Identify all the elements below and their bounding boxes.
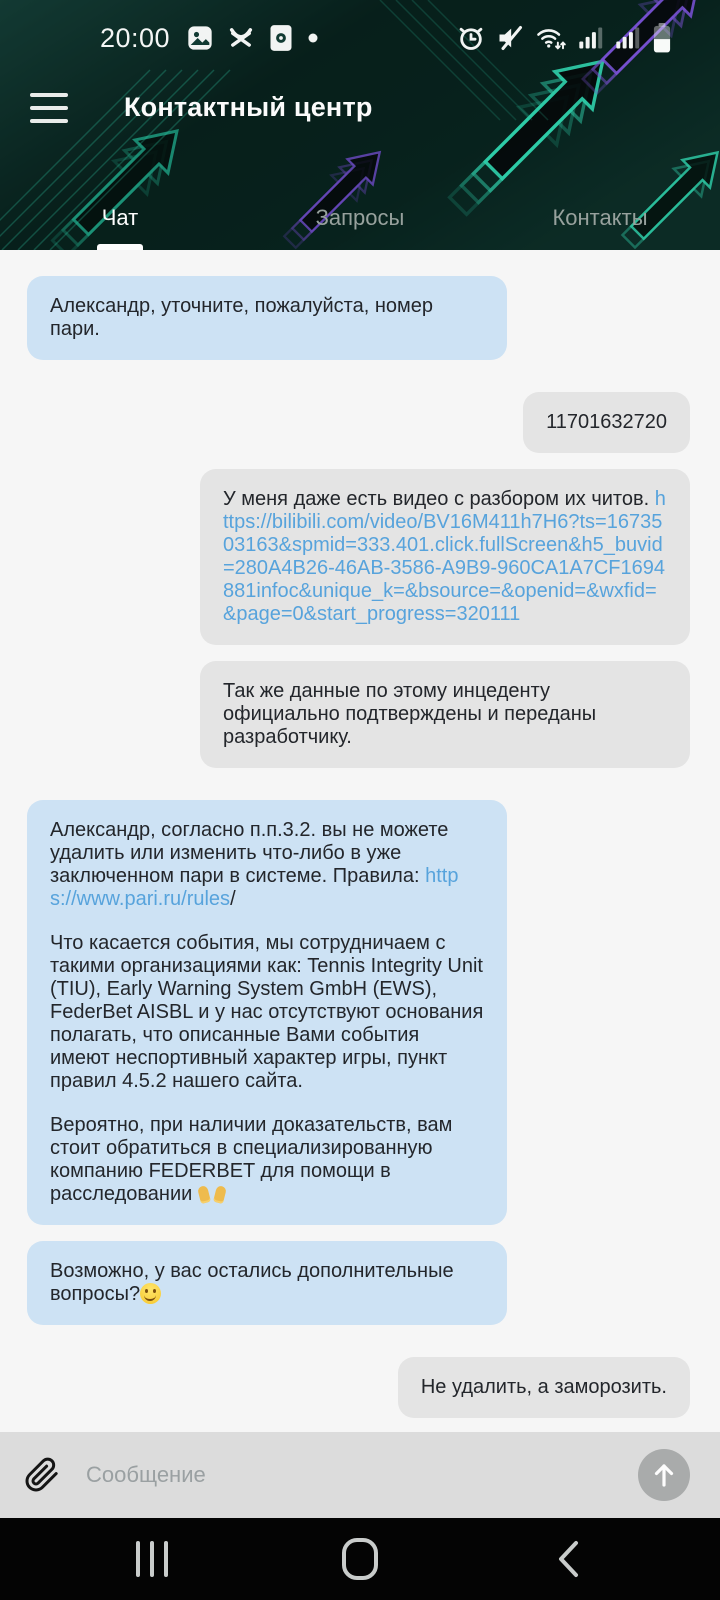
- back-icon: [556, 1539, 580, 1579]
- message-input[interactable]: [84, 1461, 618, 1489]
- message-text: Александр, уточните, пожалуйста, номер пари.: [50, 295, 434, 340]
- signal-strength-icon: [578, 24, 604, 52]
- app-header: [0, 0, 720, 250]
- message-link[interactable]: https://www.pari.ru/rules: [50, 865, 459, 910]
- home-icon: [341, 1537, 379, 1581]
- more-notifications-dot: [307, 32, 319, 44]
- message-paragraph: [223, 488, 667, 626]
- chat-bubble-agent: [27, 1241, 507, 1325]
- alarm-icon: [457, 24, 485, 52]
- message-link[interactable]: https://bilibili.com/video/BV16M411h7H6?ts=1673503163&spmid=333.401.click.fullScreen&h5_buvid=280A4B26-46AB-3586-A9B9-960CA1A7CF1694881infoc&unique_k=&bsource=&openid=&wxfid=&page=0&start_progress=320111: [223, 488, 666, 625]
- mute-icon: [496, 24, 524, 52]
- send-button[interactable]: [638, 1449, 690, 1501]
- message-paragraph: [50, 932, 484, 1093]
- chat-bubble-user: [523, 392, 690, 453]
- raising-hands-emoji: [198, 1183, 226, 1204]
- android-navigation-bar: [0, 1518, 720, 1600]
- chat-bubble-user: [200, 661, 690, 768]
- message-paragraph: [223, 680, 667, 749]
- slightly-smiling-emoji: [140, 1283, 161, 1304]
- message-text: Не удалить, а заморозить.: [420, 1376, 667, 1398]
- tab-contacts[interactable]: [480, 186, 720, 250]
- gallery-notification-icon: [186, 24, 214, 52]
- message-paragraph: [50, 1114, 484, 1206]
- tab-requests[interactable]: [240, 186, 480, 250]
- message-paragraph: [50, 295, 484, 341]
- message-paragraph: [546, 411, 667, 434]
- message-input-bar: [0, 1432, 720, 1518]
- message-text: 11701632720: [546, 411, 667, 433]
- tab-requests-label: Запросы: [315, 205, 405, 230]
- home-button[interactable]: [330, 1529, 390, 1589]
- clock: 20:00: [100, 22, 171, 53]
- recents-icon: [134, 1539, 170, 1579]
- missed-call-notification-icon: [227, 24, 255, 52]
- message-text: Вероятно, при наличии доказательств, вам стоит обратиться в специализированную компанию FEDERBET для помощи в расследовании: [50, 1114, 453, 1205]
- battery-icon: [652, 23, 672, 53]
- chat-bubble-agent: [27, 276, 507, 360]
- send-arrow-icon: [650, 1461, 678, 1489]
- signal-strength-icon-2: [615, 24, 641, 52]
- message-text: Возможно, у вас остались дополнительные вопросы?: [50, 1260, 454, 1305]
- attach-file-button[interactable]: [24, 1457, 60, 1493]
- chat-area: [0, 250, 720, 1432]
- chat-bubble-user: [200, 469, 690, 645]
- active-tab-indicator: [97, 244, 143, 250]
- message-list: [0, 276, 720, 1418]
- message-paragraph: [50, 819, 484, 911]
- message-text: У меня даже есть видео с разбором их читов.: [223, 488, 655, 510]
- back-button[interactable]: [538, 1529, 598, 1589]
- message-text: Так же данные по этому инцеденту официально подтверждены и переданы разработчику.: [223, 680, 597, 748]
- chat-bubble-user: [398, 1357, 690, 1418]
- app-bar: [0, 92, 720, 123]
- chat-bubble-agent: [27, 800, 507, 1225]
- message-paragraph: [50, 1260, 484, 1306]
- hamburger-menu-icon[interactable]: [30, 93, 68, 123]
- tab-bar: [0, 186, 720, 250]
- message-paragraph: [421, 1376, 667, 1399]
- message-text: Что касается события, мы сотрудничаем с такими организациями как: Tennis Integrity Unit (TIU), Early Warning System GmbH (EWS), FederBet AISBL и у нас отсутствуют основания полагать, что описанные Вами события имеют неспортивный характер игры, пункт правил 4.5.2 нашего сайта.: [50, 932, 484, 1092]
- paperclip-icon: [24, 1457, 60, 1493]
- tab-chat[interactable]: [0, 186, 240, 250]
- page-title: Контактный центр: [124, 92, 373, 122]
- message-text: /: [230, 888, 236, 910]
- tab-chat-label: Чат: [101, 205, 139, 230]
- wifi-icon: [535, 24, 567, 52]
- tab-contacts-label: Контакты: [552, 205, 648, 230]
- message-text: Александр, согласно п.п.3.2. вы не можете удалить или изменить что-либо в уже заключенном пари в системе. Правила:: [50, 819, 449, 887]
- screenshot-notification-icon: [268, 24, 294, 52]
- recents-button[interactable]: [122, 1529, 182, 1589]
- status-bar: [0, 0, 720, 66]
